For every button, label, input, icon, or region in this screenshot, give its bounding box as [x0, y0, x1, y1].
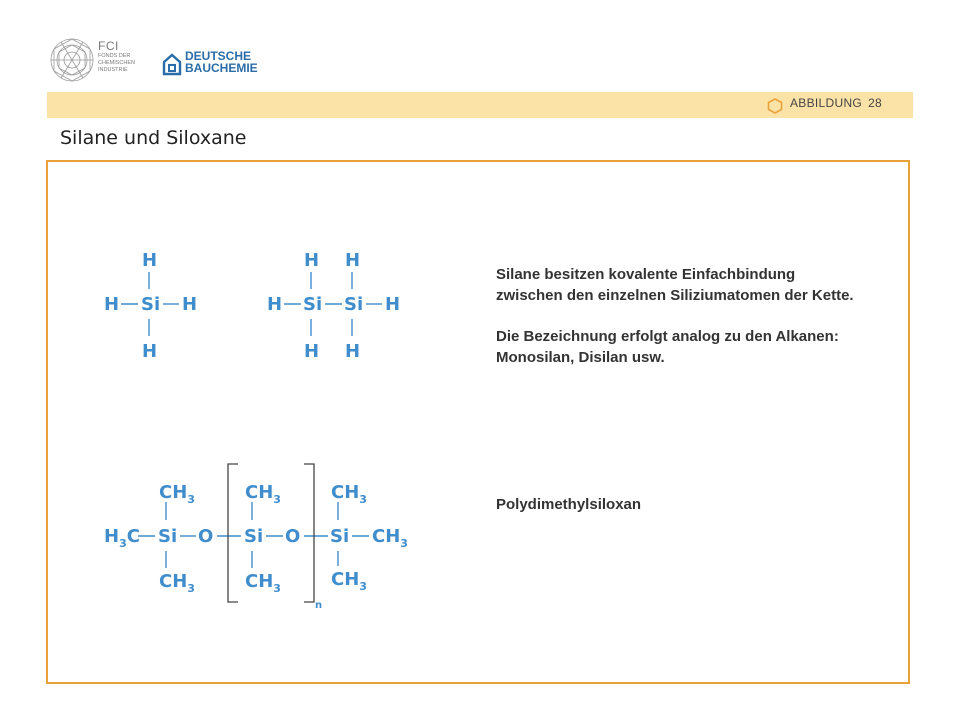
atom-label: H [104, 294, 120, 315]
group-label: $CH_3$ [245, 571, 281, 595]
fci-subline: FONDS DER [98, 53, 131, 59]
atom-label: H [304, 250, 320, 271]
atom-label: H [267, 294, 283, 315]
polydimethylsiloxane-structure [104, 464, 408, 611]
left-bracket [228, 464, 238, 602]
monosilane-structure [104, 250, 197, 362]
group-label: $H_3C$ [104, 526, 140, 550]
content-frame [46, 160, 910, 684]
group-label: $CH_3$ [372, 526, 408, 550]
group-label: $CH_3$ [331, 482, 367, 506]
atom-label: Si [244, 526, 264, 547]
db-line: DEUTSCHE [185, 49, 252, 63]
disilane-structure [267, 250, 400, 362]
figure-label-text: ABBILDUNG [790, 96, 863, 110]
silane-naming-description: Die Bezeichnung erfolgt analog zu den Alkanen: Monosilan, Disilan usw. [496, 328, 839, 366]
db-line: BAUCHEMIE [185, 61, 258, 75]
structural-formulas [48, 162, 908, 682]
atom-label: H [345, 341, 361, 362]
deutsche-bauchemie-house-icon [162, 52, 182, 76]
group-label: $CH_3$ [331, 569, 367, 593]
atom-label: Si [344, 294, 364, 315]
atom-label: H [142, 250, 158, 271]
atom-label: Si [158, 526, 178, 547]
page-title: Silane und Siloxane [60, 127, 247, 149]
fci-subline: INDUSTRIE [98, 67, 128, 73]
atom-label: H [142, 341, 158, 362]
atom-label: H [385, 294, 401, 315]
fci-subline: CHEMISCHEN [98, 60, 135, 66]
atom-label: Si [330, 526, 350, 547]
figure-number: 28 [868, 96, 883, 110]
atom-label: Si [303, 294, 323, 315]
right-bracket [304, 464, 314, 602]
atom-label: Si [141, 294, 161, 315]
group-label: $CH_3$ [245, 482, 281, 506]
atom-label: H [304, 341, 320, 362]
atom-label: O [198, 526, 214, 547]
group-label: $CH_3$ [159, 571, 195, 595]
fci-logo-text [98, 40, 135, 74]
siloxane-label: Polydimethylsiloxan [496, 496, 642, 513]
silane-description: Silane besitzen kovalente Einfachbindung zwischen den einzelnen Siliziumatomen der Kette. [496, 266, 854, 304]
repeat-index: n [315, 600, 323, 611]
figure-banner [47, 92, 913, 118]
atom-label: O [285, 526, 301, 547]
figure-label [790, 96, 882, 110]
group-label: $CH_3$ [159, 482, 195, 506]
atom-label: H [345, 250, 361, 271]
hexagon-icon [767, 98, 783, 114]
atom-label: H [182, 294, 198, 315]
fci-title: FCI [98, 39, 119, 53]
deutsche-bauchemie-logo-text [185, 50, 258, 74]
